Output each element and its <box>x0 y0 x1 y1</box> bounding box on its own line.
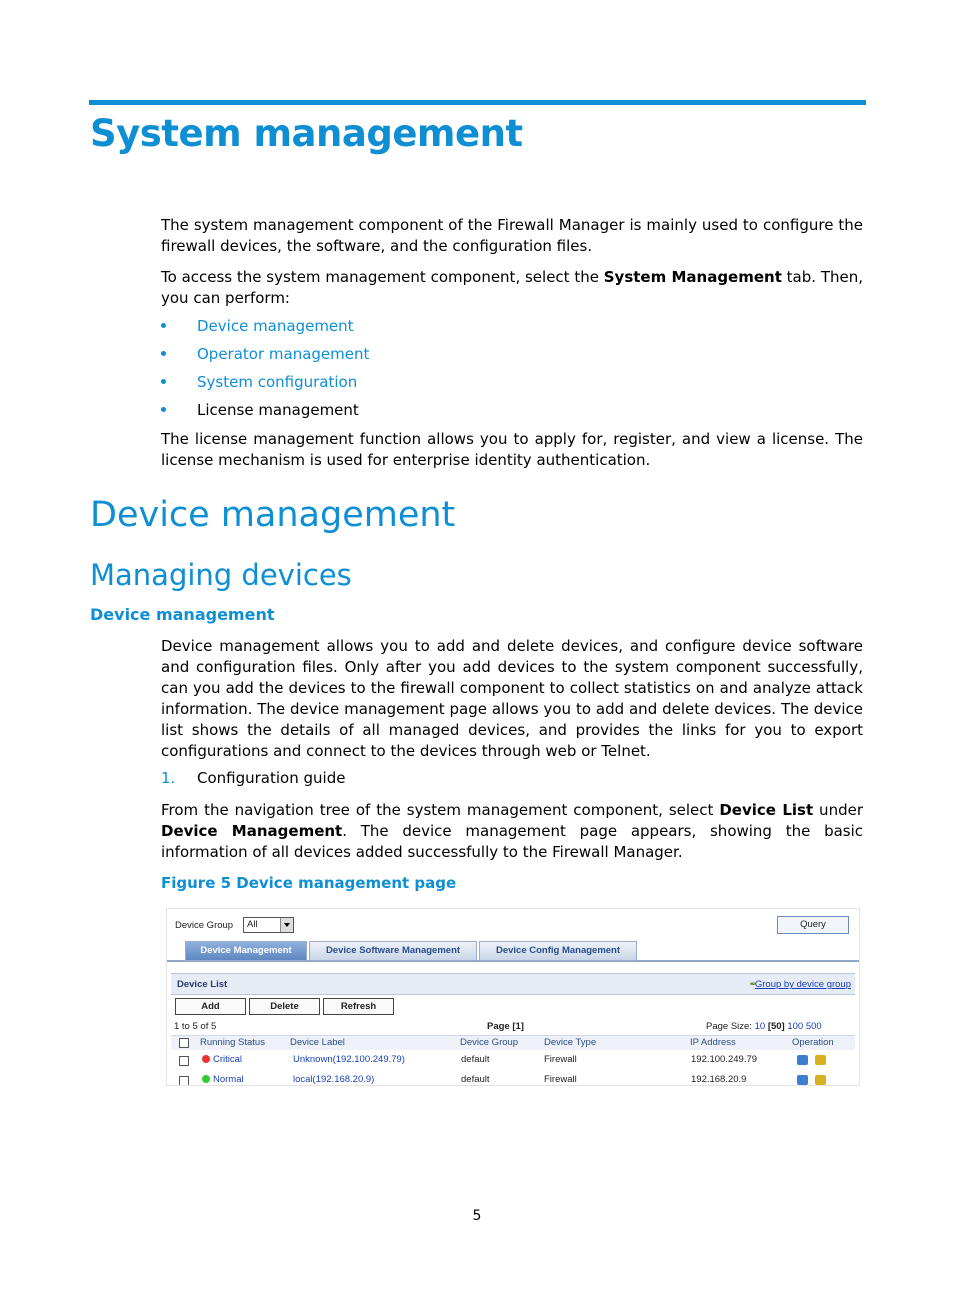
row-checkbox[interactable] <box>179 1056 189 1066</box>
bullet-device-management[interactable]: Device management <box>161 316 369 344</box>
col-ip-address[interactable]: IP Address <box>690 1037 736 1048</box>
group-icon: ✒ <box>749 979 757 989</box>
status-cell: Critical <box>202 1054 242 1065</box>
section-heading: Device management <box>90 495 456 535</box>
body-paragraph-2: From the navigation tree of the system management component, select Device List under Device Management. The device management page appears, showing the basic information of all devices added successfully to the Firewall Manager. <box>161 801 864 861</box>
page-number: 5 <box>472 1208 482 1224</box>
select-all-checkbox[interactable] <box>179 1038 189 1048</box>
device-group-cell: default <box>461 1054 490 1065</box>
intro-paragraph-1: The system management component of the Firewall Manager is mainly used to configure the firewall devices, the software, and the configuration files. <box>161 216 863 255</box>
tab-bar <box>167 940 859 962</box>
device-group-select[interactable]: All <box>243 917 294 933</box>
tab-device-config-management[interactable]: Device Config Management <box>479 941 637 961</box>
query-button[interactable]: Query <box>777 916 849 934</box>
device-type-cell: Firewall <box>544 1054 577 1065</box>
device-group-label: Device Group <box>175 920 234 931</box>
range-text: 1 to 5 of 5 <box>174 1021 217 1032</box>
device-type-cell: Firewall <box>544 1074 577 1085</box>
status-cell: Normal <box>202 1074 244 1085</box>
device-list-bar <box>171 973 855 995</box>
add-button[interactable]: Add <box>175 998 246 1015</box>
intro-bullet-list <box>161 316 369 428</box>
page-indicator: Page [1] <box>487 1021 524 1032</box>
page-size-100[interactable]: 100 <box>787 1021 804 1032</box>
col-operation: Operation <box>792 1037 834 1048</box>
page-title: System management <box>90 112 523 155</box>
device-label-link[interactable]: Unknown(192.100.249.79) <box>293 1054 405 1065</box>
topic-heading: Device management <box>90 605 275 624</box>
web-connect-icon[interactable] <box>797 1075 808 1085</box>
delete-button[interactable]: Delete <box>249 998 320 1015</box>
normal-status-icon <box>202 1075 210 1083</box>
page-size-500[interactable]: 500 <box>805 1021 822 1032</box>
device-group-cell: default <box>461 1074 490 1085</box>
page-size-10[interactable]: 10 <box>754 1021 766 1032</box>
device-list-title: Device List <box>177 979 228 990</box>
col-device-type[interactable]: Device Type <box>544 1037 597 1048</box>
top-rule <box>89 100 866 105</box>
bullet-operator-management[interactable]: Operator management <box>161 344 369 372</box>
bullet-license-management: License management <box>161 400 369 428</box>
group-by-link[interactable]: Group by device group <box>754 979 851 990</box>
col-running-status[interactable]: Running Status <box>200 1037 265 1048</box>
device-label-link[interactable]: local(192.168.20.9) <box>293 1074 375 1085</box>
tab-device-software-management[interactable]: Device Software Management <box>309 941 477 961</box>
intro-paragraph-2: To access the system management component, select the System Management tab. Then, you can perform: <box>161 268 863 307</box>
page-size-50[interactable]: [50] <box>767 1021 785 1032</box>
page-size-control: Page Size: 10 [50] 100 500 <box>706 1021 822 1032</box>
col-device-label[interactable]: Device Label <box>290 1037 345 1048</box>
bullet-system-configuration[interactable]: System configuration <box>161 372 369 400</box>
figure-caption: Figure 5 Device management page <box>161 874 457 892</box>
telnet-icon[interactable] <box>815 1055 826 1065</box>
intro-paragraph-3: The license management function allows you to apply for, register, and view a license. The license mechanism is used for enterprise identity authentication. <box>161 430 863 469</box>
telnet-icon[interactable] <box>815 1075 826 1085</box>
tab-device-management[interactable]: Device Management <box>185 941 307 961</box>
device-management-screenshot <box>166 908 860 1086</box>
body-paragraph-1: Device management allows you to add and delete devices, and configure device software and configuration files. Only after you add devices to the system component successfully, can you add the devices to the firewall component to collect statistics on and analyze attack information. The device management page allows you to add and delete devices. The device list shows the details of all managed devices, and provides the links for you to export configurations and connect to the devices through web or Telnet. <box>161 637 863 760</box>
critical-status-icon <box>202 1055 210 1063</box>
col-device-group[interactable]: Device Group <box>460 1037 519 1048</box>
refresh-button[interactable]: Refresh <box>323 998 394 1015</box>
row-checkbox[interactable] <box>179 1076 189 1086</box>
chevron-down-icon <box>280 918 293 932</box>
ip-address-cell: 192.100.249.79 <box>691 1054 758 1065</box>
web-connect-icon[interactable] <box>797 1055 808 1065</box>
ip-address-cell: 192.168.20.9 <box>691 1074 747 1085</box>
subsection-heading: Managing devices <box>90 558 352 592</box>
step-item: 1. Configuration guide <box>161 769 346 787</box>
